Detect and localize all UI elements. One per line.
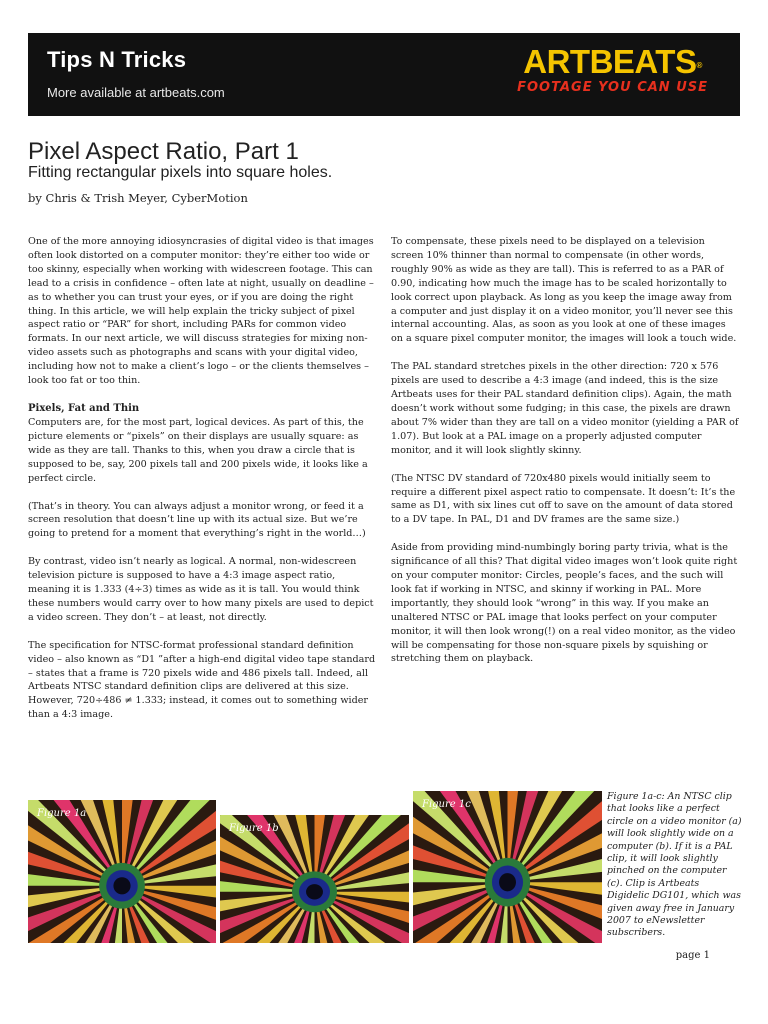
paragraph: (The NTSC DV standard of 720x480 pixels would initially seem to require a different pixel aspect ratio to compensate. It doesn’t: It’s the same as D1, with six lines cut off to save on the amount of data stored to a DV tape. In PAL, D1 and DV frames are the same size.): [391, 472, 736, 526]
banner-title: Tips N Tricks: [47, 47, 187, 72]
figure-1b-image: [220, 815, 409, 943]
article-subtitle: Fitting rectangular pixels into square holes.: [28, 164, 333, 181]
logo-tagline: FOOTAGE YOU CAN USE: [517, 80, 708, 95]
paragraph: The specification for NTSC-format professional standard definition video – also known as “D1 ”after a high-end digital video tape standard – states that a frame is 720 pixels wide and 486 pixels tall. Indeed, all Artbeats NTSC standard definition clips are delivered at this size. However, 720÷486 ≠ 1.333; instead, it comes out to something wider than a 4:3 image.: [28, 639, 376, 721]
right-column: [391, 235, 739, 680]
figure-1a: [28, 800, 216, 943]
logo-text: ARTBEATS®: [523, 43, 702, 80]
page-number: page 1: [675, 950, 710, 961]
paragraph: (That’s in theory. You can always adjust a monitor wrong, or feed it a screen resolution that doesn’t line up with its actual size. But we’re going to pretend for a moment that everything’s right in the world…): [28, 500, 366, 540]
article-title: Pixel Aspect Ratio, Part 1: [28, 138, 299, 165]
paragraph: By contrast, video isn’t nearly as logical. A normal, non-widescreen television picture is supposed to have a 4:3 image aspect ratio, meaning it is 1.333 (4÷3) times as wide as it is tall. You would think these numbers would carry over to how many pixels are used to depict a video screen. They don’t – at least, not directly.: [28, 556, 374, 623]
figure-1c-image: [413, 791, 602, 943]
article-byline: by Chris & Trish Meyer, CyberMotion: [28, 191, 248, 205]
paragraph: Computers are, for the most part, logical devices. As part of this, the picture elements or “pixels” on their displays are usually square: as wide as they are tall. Thanks to this, when you draw a circle that is supposed to be, say, 200 pixels tall and 200 pixels wide, it looks like a perfect circle.: [28, 416, 368, 484]
figure-label: Figure 1c: [422, 799, 471, 810]
paragraph: To compensate, these pixels need to be displayed on a television screen 10% thinner than normal to compensate (in other words, roughly 90% as wide as they are tall). This is referred to as a PAR of 0.90, indicating how much the image has to be scaled horizontally to look correct upon playback. As long as you keep the image away from a computer and just display it on a video monitor, you’ll never see this internal accounting. Alas, as soon as you look at one of these images on a square pixel computer monitor, the images will look a touch wide.: [391, 236, 737, 345]
header-banner: [28, 33, 740, 116]
banner-subtitle[interactable]: More available at artbeats.com: [47, 85, 225, 100]
paragraph: Aside from providing mind-numbingly boring party trivia, what is the significance of all this? That digital video images won’t look quite right on your computer monitor: Circles, people’s faces, and the such will look fat if working in NTSC, and skinny if working in PAL. More importantly, they should look “wrong” in this way. If you make an unaltered NTSC or PAL image that looks perfect on your computer monitor, it will then look wrong(!) on a real video monitor, as the video will be compensating for those non-square pixels by squishing or stretching them on playback.: [391, 542, 738, 665]
paragraph: One of the more annoying idiosyncrasies of digital video is that images often look distorted on a computer monitor: they’re either too wide or too skinny, especially when working with widescreen footage. This can lead to a crisis in confidence – often late at night, usually on deadline – as to whether you can trust your eyes, or if you are doing the right thing. In this article, we will help explain the tricky subject of pixel aspect ratio or “PAR” for short, including PARs for common video formats. In our next article, we will discuss strategies for mixing non-video assets such as photographs and scans with your digital video, including how not to make a client’s logo – or the clients themselves – look too fat or too thin.: [28, 236, 374, 387]
figure-label: Figure 1b: [229, 823, 279, 834]
figure-caption: Figure 1a-c: An NTSC clip that looks like a perfect circle on a video monitor (a) will look slightly wide on a computer (b). If it is a PAL clip, it will look slightly pinched on the computer (c). Clip is Artbeats Digidelic DG101, which was given away free in January 2007 to eNewsletter subscribers.: [607, 791, 742, 939]
figure-1b: [220, 815, 409, 943]
artbeats-logo[interactable]: [517, 45, 708, 95]
left-column: [28, 235, 376, 736]
figure-center-ring: [113, 877, 130, 894]
figure-center-ring: [499, 873, 516, 891]
figure-1a-image: [28, 800, 216, 943]
figure-label: Figure 1a: [37, 808, 87, 819]
paragraph: The PAL standard stretches pixels in the other direction: 720 x 576 pixels are used to describe a 4:3 image (and indeed, this is the size Artbeats uses for their PAL standard definition clips). Again, the math doesn’t work without some fudging; in this case, the pixels are drawn about 7% wider than they are tall on a video monitor (yielding a PAR of 1.07). But look at a PAL image on a properly adjusted computer monitor, and it will look slightly skinny.: [391, 361, 739, 456]
section-heading: Pixels, Fat and Thin: [28, 402, 140, 414]
figure-center-ring: [306, 884, 323, 899]
figure-1c: [413, 791, 602, 943]
